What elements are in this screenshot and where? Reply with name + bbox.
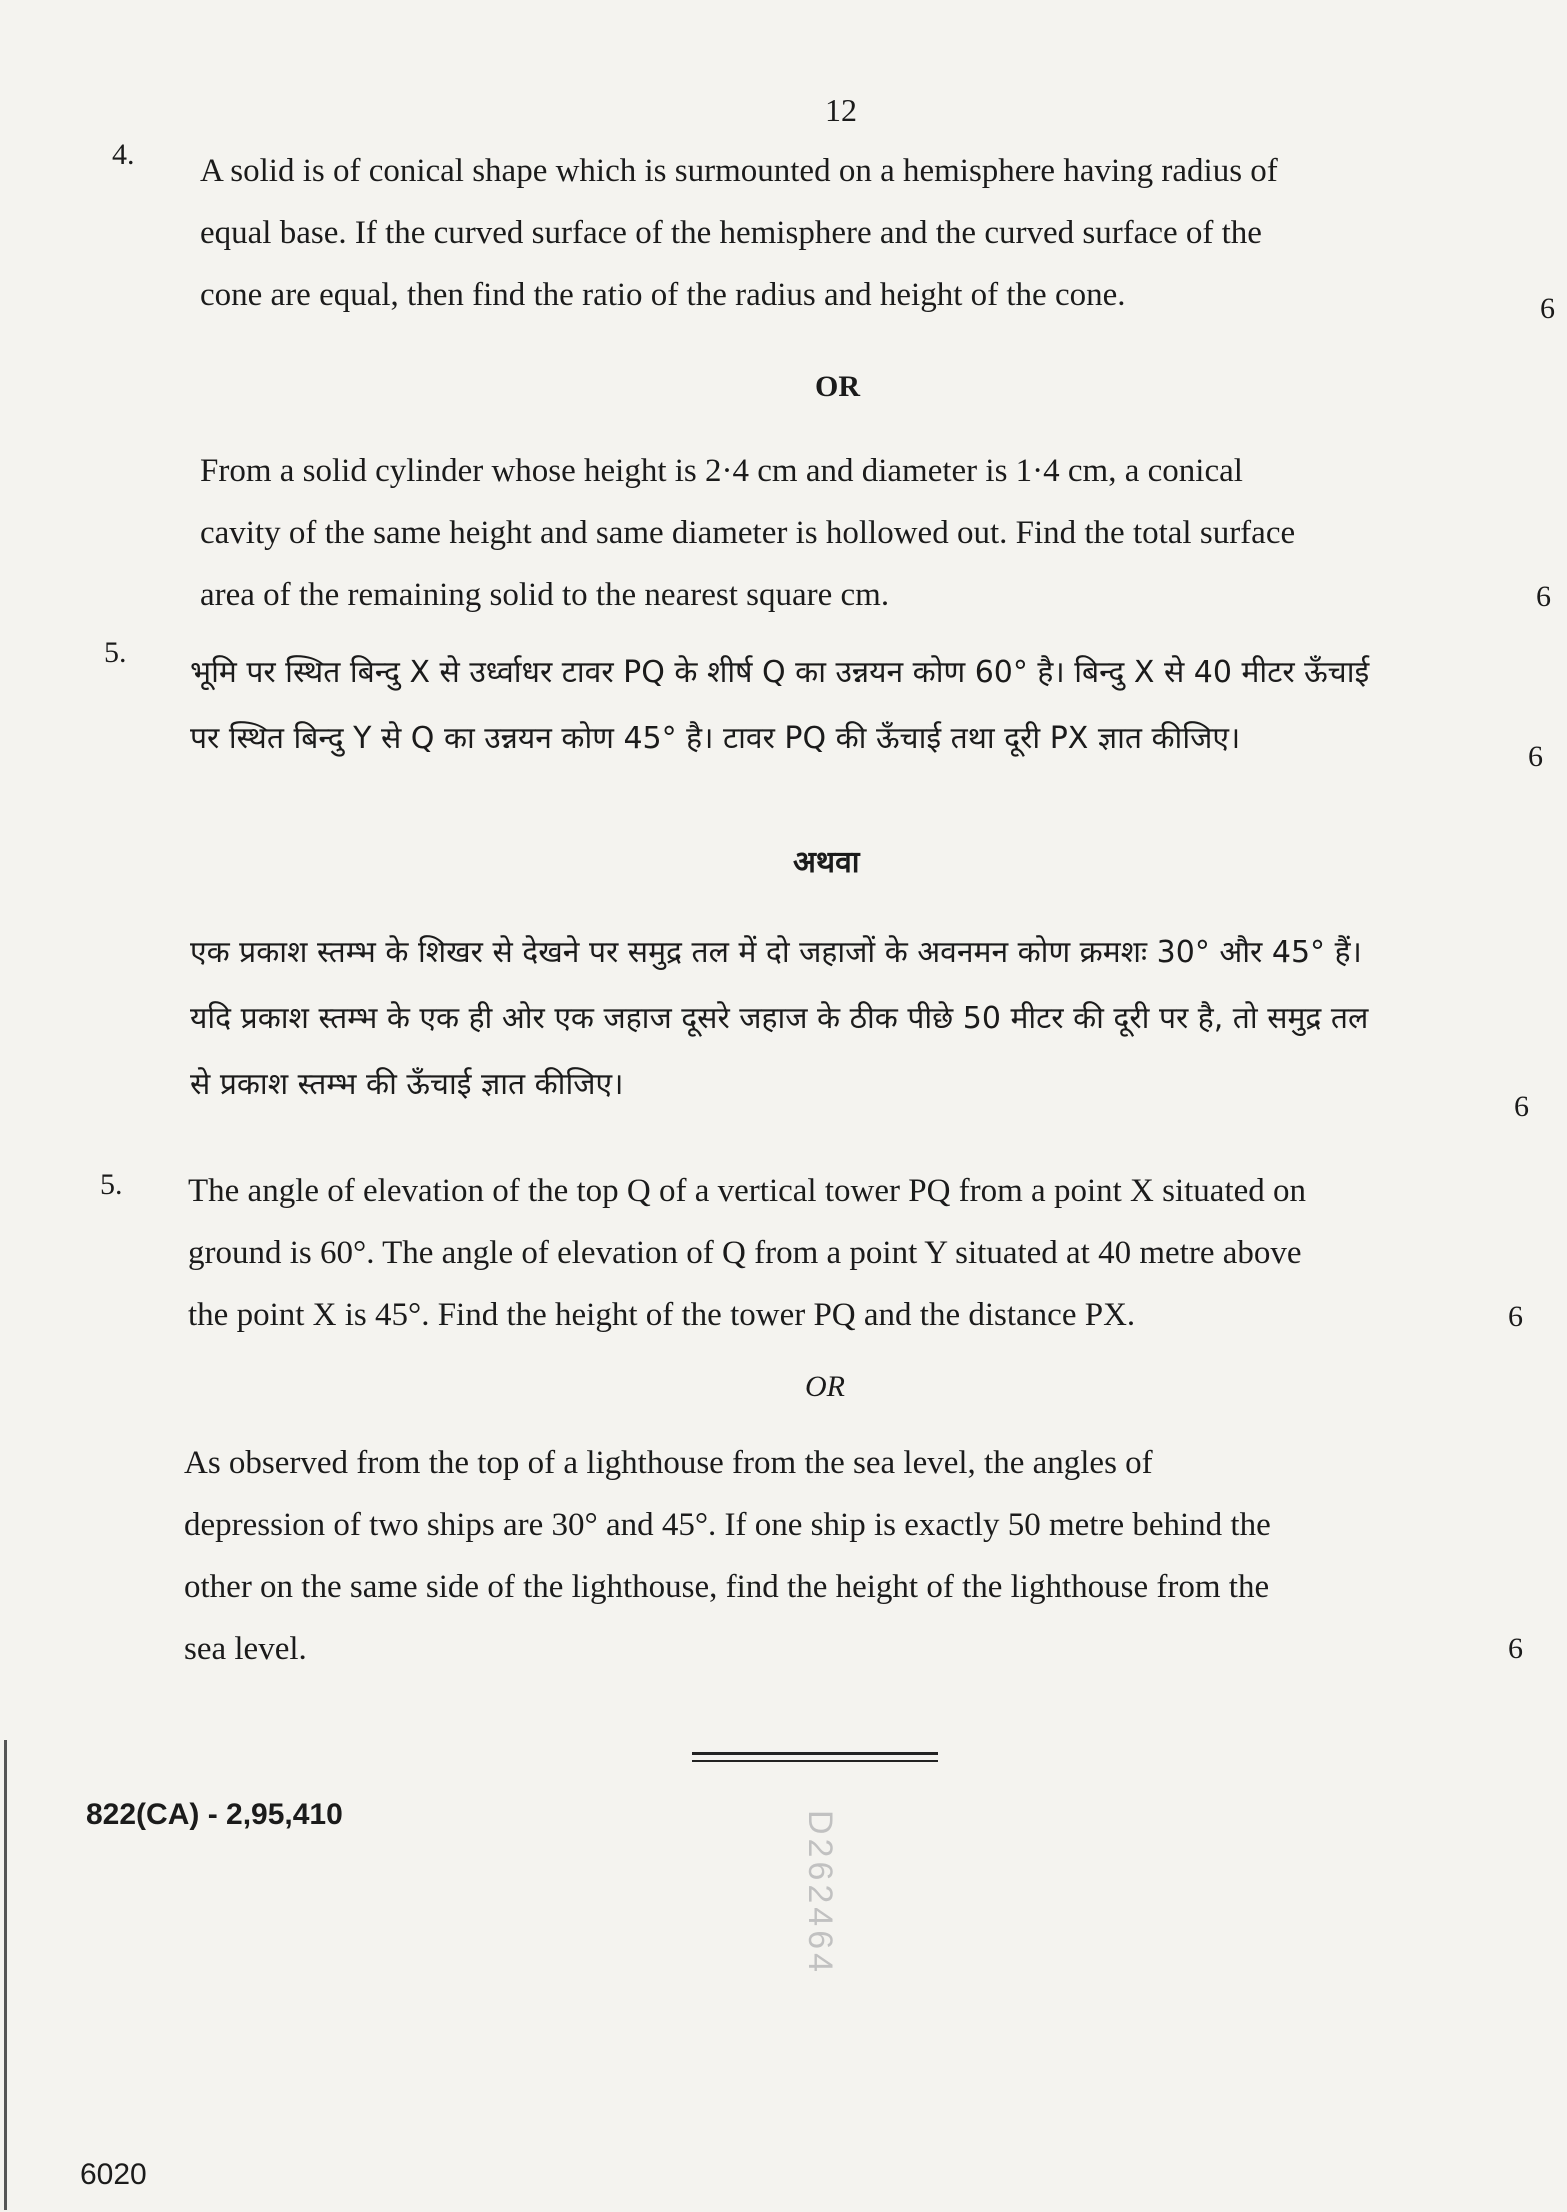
question-5-english-alt-text — [184, 1432, 1534, 1680]
question-line: equal base. If the curved surface of the hemisphere and the curved surface of the — [200, 215, 1262, 251]
end-rule — [692, 1760, 938, 1762]
question-5-hindi-alt-marks: 6 — [1514, 1090, 1529, 1123]
question-4-marks: 6 — [1540, 292, 1555, 325]
question-line: depression of two ships are 30° and 45°. If one ship is exactly 50 metre behind the — [184, 1507, 1271, 1543]
watermark-serial: D262464 — [801, 1810, 839, 1977]
question-line: the point X is 45°. Find the height of the tower PQ and the distance PX. — [188, 1297, 1136, 1333]
question-5-english-number: 5. — [100, 1168, 123, 1201]
question-line: From a solid cylinder whose height is 2·4 cm and diameter is 1·4 cm, a conical — [200, 453, 1243, 489]
scan-edge — [4, 1740, 7, 2210]
page-bottom-code: 6020 — [80, 2158, 147, 2191]
question-line: cavity of the same height and same diameter is hollowed out. Find the total surface — [200, 515, 1296, 551]
question-line: area of the remaining solid to the nearest square cm. — [200, 577, 890, 613]
paper-code: 822(CA) - 2,95,410 — [86, 1798, 343, 1831]
question-4-alt-marks: 6 — [1536, 580, 1551, 613]
question-5-hindi-text — [190, 640, 1550, 772]
question-line: एक प्रकाश स्तम्भ के शिखर से देखने पर समुद्र तल में दो जहाजों के अवनमन कोण क्रमशः 30° और 45° हैं। — [190, 935, 1362, 970]
question-line: As observed from the top of a lighthouse from the sea level, the angles of — [184, 1445, 1153, 1481]
question-4-alt-text — [200, 440, 1530, 626]
question-line: other on the same side of the lighthouse, find the height of the lighthouse from the — [184, 1569, 1270, 1605]
question-4-or: OR — [815, 370, 860, 403]
question-5-english-or: OR — [805, 1370, 845, 1403]
question-line: sea level. — [184, 1631, 307, 1667]
question-line: ground is 60°. The angle of elevation of Q from a point Y situated at 40 metre above — [188, 1235, 1302, 1271]
end-rule — [692, 1752, 938, 1755]
question-line: पर स्थित बिन्दु Y से Q का उन्नयन कोण 45° है। टावर PQ की ऊँचाई तथा दूरी PX ज्ञात कीजिए। — [190, 721, 1241, 756]
question-4-text — [200, 140, 1530, 326]
question-5-hindi-number: 5. — [104, 636, 127, 669]
question-line: यदि प्रकाश स्तम्भ के एक ही ओर एक जहाज दूसरे जहाज के ठीक पीछे 50 मीटर की दूरी पर है, तो समुद्र तल — [190, 1001, 1369, 1036]
question-line: The angle of elevation of the top Q of a vertical tower PQ from a point X situated on — [188, 1173, 1307, 1209]
question-4-number: 4. — [112, 138, 135, 171]
question-5-english-alt-marks: 6 — [1508, 1632, 1523, 1665]
question-line: से प्रकाश स्तम्भ की ऊँचाई ज्ञात कीजिए। — [190, 1067, 624, 1102]
question-5-hindi-or: अथवा — [793, 845, 860, 880]
question-5-hindi-alt-text — [190, 920, 1550, 1118]
question-5-english-text — [188, 1160, 1538, 1346]
question-line: cone are equal, then find the ratio of the radius and height of the cone. — [200, 277, 1126, 313]
question-5-english-marks: 6 — [1508, 1300, 1523, 1333]
question-line: A solid is of conical shape which is surmounted on a hemisphere having radius of — [200, 153, 1278, 189]
question-line: भूमि पर स्थित बिन्दु X से उर्ध्वाधर टावर PQ के शीर्ष Q का उन्नयन कोण 60° है। बिन्दु X से 40 मीटर ऊँचाई — [190, 655, 1370, 690]
page-number: 12 — [825, 92, 857, 128]
question-5-hindi-marks: 6 — [1528, 740, 1543, 773]
